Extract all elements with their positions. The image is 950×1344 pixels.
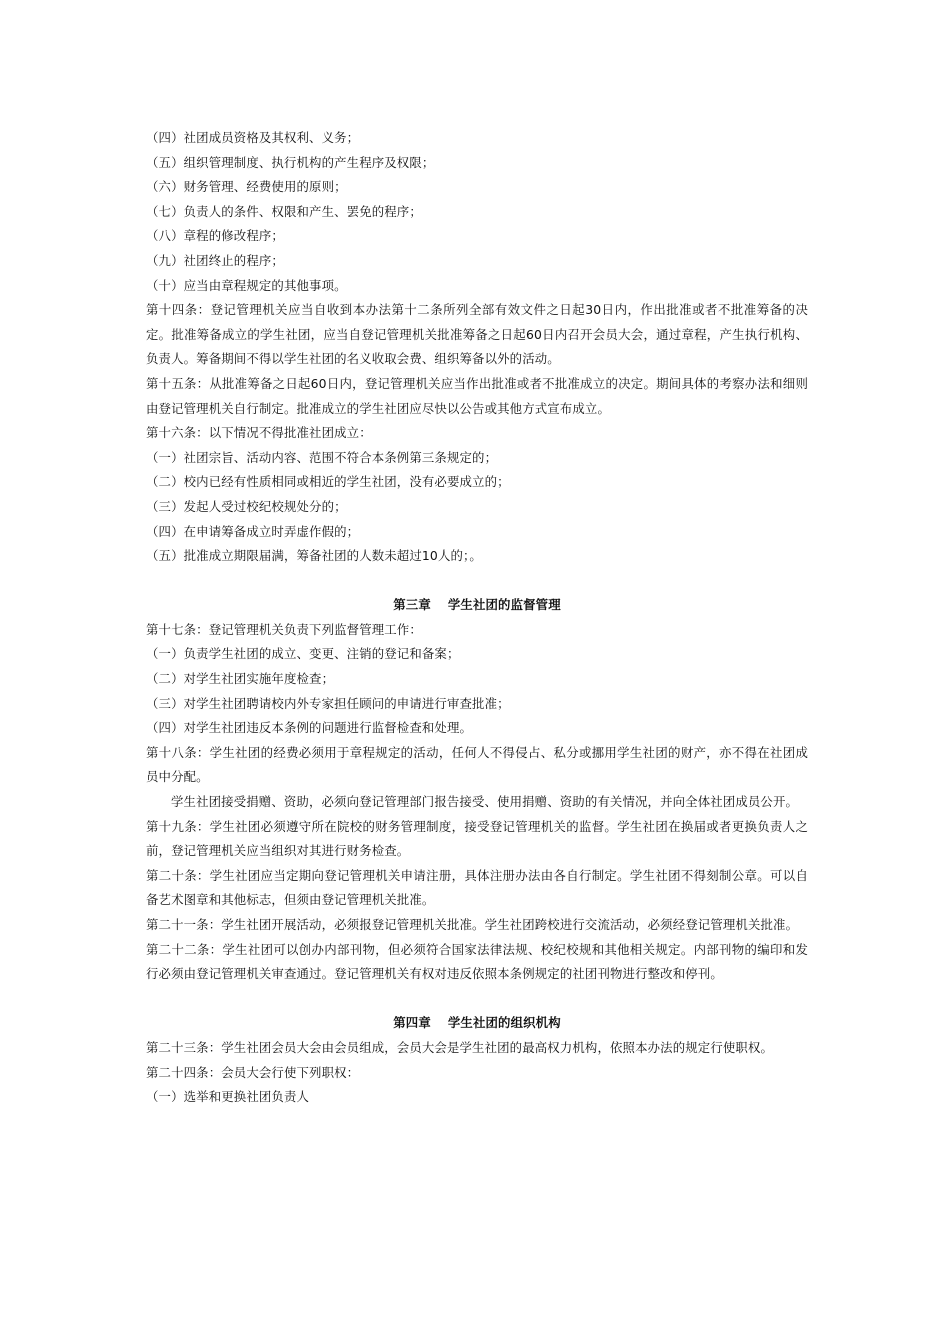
list-item: （二）校内已经有性质相同或相近的学生社团，没有必要成立的；	[146, 474, 510, 490]
spacer	[146, 987, 808, 1012]
list-item: （三）发起人受过校纪校规处分的；	[146, 498, 347, 514]
list-item: （四）在申请筹备成立时弄虚作假的；	[146, 523, 360, 539]
article-21: 第二十一条：学生社团开展活动，必须报登记管理机关批准。学生社团跨校进行交流活动，必须经登记管理机关批准。	[146, 917, 799, 932]
chapter-4-heading: 第四章 学生社团的组织机构	[393, 1015, 561, 1031]
article-18-paragraph-2: 学生社团接受捐赠、资助，必须向登记管理部门报告接受、使用捐赠、资助的有关情况，并向全体社团成员公开。	[171, 794, 799, 810]
list-item: （一）社团宗旨、活动内容、范围不符合本条例第三条规定的；	[146, 449, 498, 465]
list-item: （五）组织管理制度、执行机构的产生程序及权限；	[146, 154, 435, 170]
list-item: （四）社团成员资格及其权利、义务；	[146, 130, 360, 145]
article-22: 第二十二条：学生社团可以创办内部刊物，但必须符合国家法律法规、校纪校规和其他相关规定。内部刊物的编印和发行必须由登记管理机关审查通过。登记管理机关有权对违反依照本条例规定的社团刊物进行整改和停刊。	[146, 941, 808, 982]
article-18: 第十八条：学生社团的经费必须用于章程规定的活动，任何人不得侵占、私分或挪用学生社团的财产，亦不得在社团成员中分配。	[146, 744, 808, 785]
list-item: （八）章程的修改程序；	[146, 228, 284, 244]
list-item: （一）选举和更换社团负责人	[146, 1089, 310, 1105]
list-item: （二）对学生社团实施年度检查；	[146, 671, 335, 687]
list-item: （七）负责人的条件、权限和产生、罢免的程序；	[146, 203, 422, 219]
list-item: （五）批准成立期限届满，筹备社团的人数未超过10人的；。	[146, 548, 482, 564]
article-20: 第二十条：学生社团应当定期向登记管理机关申请注册，具体注册办法由各自行制定。学生社团不得刻制公章。可以自备艺术图章和其他标志，但须由登记管理机关批准。	[146, 867, 808, 908]
document-page	[146, 126, 808, 1110]
article-14: 第十四条：登记管理机关应当自收到本办法第十二条所列全部有效文件之日起30日内，作出批准或者不批准筹备的决定。批准筹备成立的学生社团，应当自登记管理机关批准筹备之日起60日内召开会员大会，通过章程，产生执行机构、负责人。筹备期间不得以学生社团的名义收取会费、组织筹备以外的活动。	[146, 302, 808, 367]
list-item: （一）负责学生社团的成立、变更、注销的登记和备案；	[146, 646, 460, 662]
list-item: （三）对学生社团聘请校内外专家担任顾问的申请进行审查批准；	[146, 695, 510, 711]
article-23: 第二十三条：学生社团会员大会由会员组成，会员大会是学生社团的最高权力机构，依照本办法的规定行使职权。	[146, 1039, 774, 1055]
list-item: （十）应当由章程规定的其他事项。	[146, 277, 347, 293]
article-15: 第十五条：从批准筹备之日起60日内，登记管理机关应当作出批准或者不批准成立的决定。期间具体的考察办法和细则由登记管理机关自行制定。批准成立的学生社团应尽快以公告或其他方式宣布成立。	[146, 375, 808, 416]
list-item: （四）对学生社团违反本条例的问题进行监督检查和处理。	[146, 720, 473, 736]
spacer	[146, 569, 808, 594]
list-item: （六）财务管理、经费使用的原则；	[146, 179, 347, 195]
article-24: 第二十四条：会员大会行使下列职权：	[146, 1064, 360, 1080]
article-16: 第十六条：以下情况不得批准社团成立：	[146, 425, 372, 441]
chapter-3-heading: 第三章 学生社团的监督管理	[393, 597, 561, 613]
article-17: 第十七条：登记管理机关负责下列监督管理工作：	[146, 621, 422, 637]
list-item: （九）社团终止的程序；	[146, 252, 284, 268]
article-19: 第十九条：学生社团必须遵守所在院校的财务管理制度，接受登记管理机关的监督。学生社团在换届或者更换负责人之前，登记管理机关应当组织对其进行财务检查。	[146, 818, 808, 859]
